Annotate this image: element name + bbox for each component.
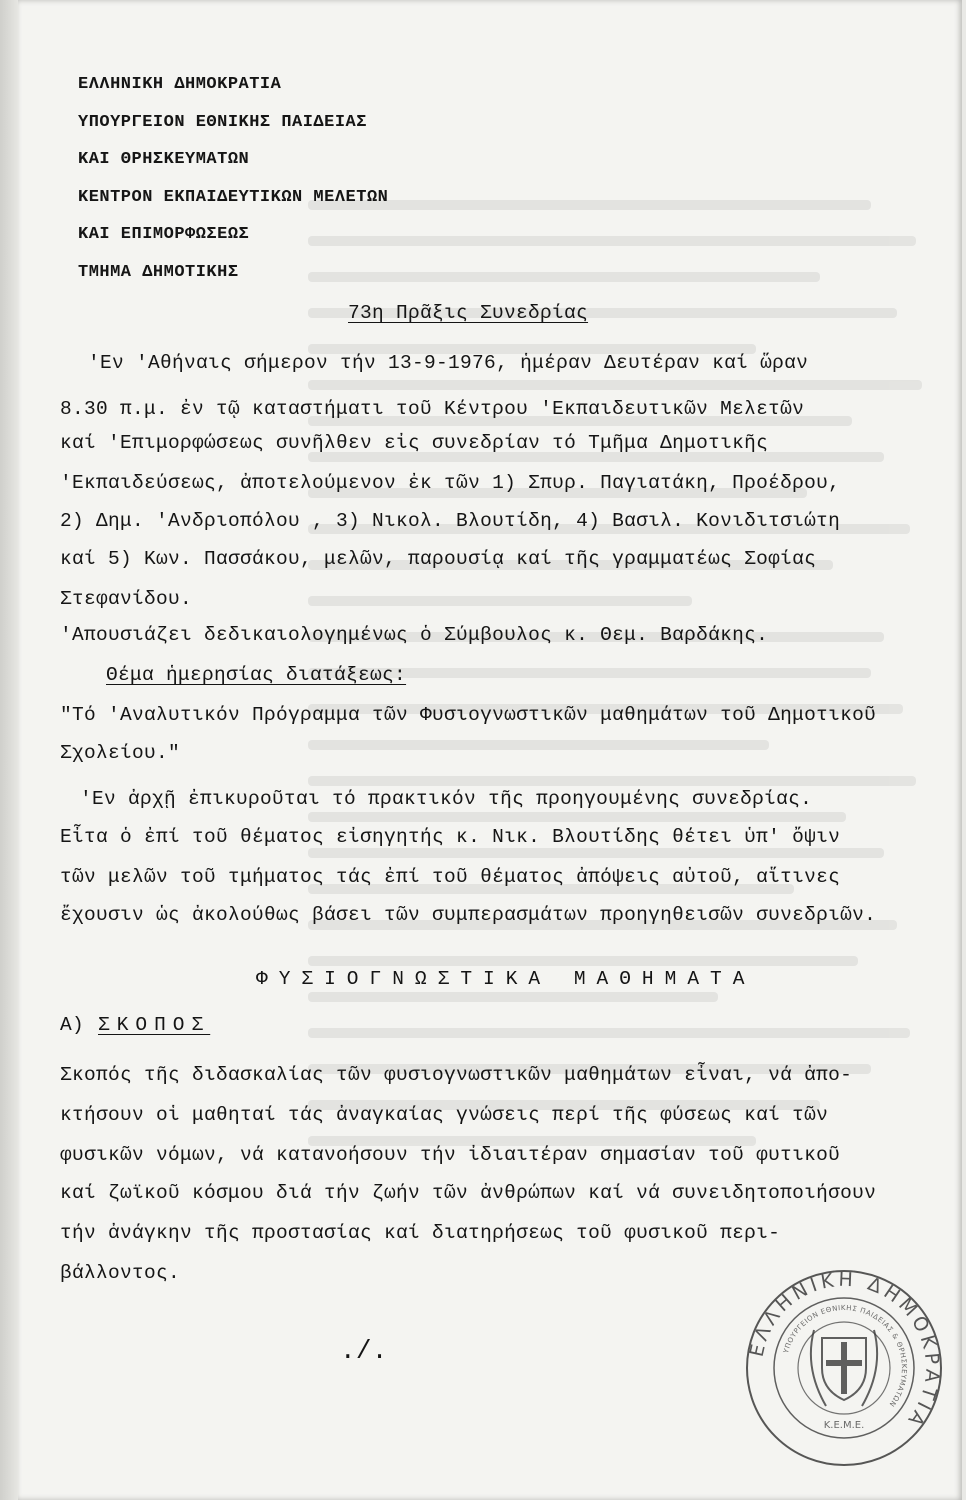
intro-line: καί 5) Κων. Πασσάκου, μελῶν, παρουσίᾳ καί τῆς γραμματέως Σοφίας [60,548,817,570]
discussion-line: 'Εν ἀρχῇ ἐπικυροῦται τό πρακτικόν τῆς προηγουμένης συνεδρίας. [80,788,813,810]
purpose-line: καί ζωϊκοῦ κόσμου διά τήν ζωήν τῶν ἀνθρώπων καί νά συνειδητοποιήσουν [60,1182,877,1204]
purpose-line: φυσικῶν νόμων, νά κατανοήσουν τήν ἰδιαιτέραν σημασίαν τοῦ φυτικοῦ [60,1144,841,1166]
section-a-heading: ΣΚΟΠΟΣ [98,1014,211,1036]
agenda-heading: Θέμα ἡμερησίας διατάξεως: [106,664,407,686]
purpose-line: κτήσουν οἱ μαθηταί τάς ἀναγκαίας γνώσεις περί τῆς φύσεως καί τῶν [60,1104,829,1126]
discussion-line: τῶν μελῶν τοῦ τμήματος τάς ἐπί τοῦ θέματος ἀπόψεις αὐτοῦ, αἵτινες [60,866,841,888]
intro-line: καί 'Επιμορφώσεως συνῆλθεν εἰς συνεδρίαν τό Τμῆμα Δημοτικῆς [60,432,769,454]
intro-line: 'Εκπαιδεύσεως, ἀποτελούμενον ἐκ τῶν 1) Σπυρ. Παγιατάκη, Προέδρου, [60,472,841,494]
greek-coat-of-arms-icon [811,1330,877,1406]
intro-line: 8.30 π.μ. ἐν τῷ καταστήματι τοῦ Κέντρου 'Εκπαιδευτικῶν Μελετῶν [60,398,805,420]
letterhead-line: ΥΠΟΥΡΓΕΙΟΝ ΕΘΝΙΚΗΣ ΠΑΙΔΕΙΑΣ [78,112,367,132]
purpose-line: βάλλοντος. [60,1262,181,1284]
discussion-line: ἔχουσιν ὡς ἀκολούθως βάσει τῶν συμπερασμάτων προηγηθεισῶν συνεδριῶν. [60,904,877,926]
seal-bottom-text: Κ.Ε.Μ.Ε. [823,1420,865,1431]
letterhead-line: ΤΜΗΜΑ ΔΗΜΟΤΙΚΗΣ [78,262,239,282]
purpose-line: τήν ἀνάγκην τῆς προστασίας καί διατηρήσεως τοῦ φυσικοῦ περι- [60,1222,781,1244]
letterhead [78,66,388,291]
intro-line: Στεφανίδου. [60,588,193,610]
document-title: 73η Πρᾶξις Συνεδρίας [348,302,589,324]
purpose-line: Σκοπός τῆς διδασκαλίας τῶν φυσιογνωστικῶν μαθημάτων εἶναι, νά ἀπο- [60,1064,853,1086]
letterhead-line: ΚΑΙ ΕΠΙΜΟΡΦΩΣΕΩΣ [78,225,250,244]
agenda-line: "Τό 'Αναλυτικόν Πρόγραμμα τῶν Φυσιογνωστικῶν μαθημάτων τοῦ Δημοτικοῦ [60,704,877,726]
letterhead-line: ΚΕΝΤΡΟΝ ΕΚΠΑΙΔΕΥΤΙΚΩΝ ΜΕΛΕΤΩΝ [78,187,389,207]
letterhead-line: ΕΛΛΗΝΙΚΗ ΔΗΜΟΚΡΑΤΙΑ [78,75,282,94]
document-page [18,0,962,1500]
discussion-line: Εἶτα ὁ ἐπί τοῦ θέματος εἰσηγητής κ. Νικ. Βλουτίδης θέτει ὑπ' ὄψιν [60,826,841,848]
intro-line: 'Εν 'Αθήναις σήμερον τήν 13-9-1976, ἡμέραν Δευτέραν καί ὥραν [88,352,809,374]
section-title: ΦΥΣΙΟΓΝΩΣΤΙΚΑ ΜΑΘΗΜΑΤΑ [256,968,756,990]
intro-line: 2) Δημ. 'Ανδριοπόλου , 3) Νικολ. Βλουτίδη, 4) Βασιλ. Κονιδιτσιώτη [60,510,841,532]
seal-inner-text: ΥΠΟΥΡΓΕΙΟΝ ΕΘΝΙΚΗΣ ΠΑΙΔΕΙΑΣ & ΘΡΗΣΚΕΥΜΑΤΩΝ [782,1303,909,1409]
page-binding-edge [0,0,18,1500]
section-a-prefix: Α) [60,1014,85,1036]
letterhead-line: ΚΑΙ ΘΡΗΣΚΕΥΜΑΤΩΝ [78,150,250,169]
page-continuation-mark: ./. [340,1336,388,1366]
seal-outer-text: ΕΛΛΗΝΙΚΗ ΔΗΜΟΚΡΑΤΙΑ [745,1268,944,1433]
official-seal-stamp [744,1268,944,1468]
absence-line: 'Απουσιάζει δεδικαιολογημένως ὁ Σύμβουλος κ. Θεμ. Βαρδάκης. [60,624,769,646]
agenda-line: Σχολείου." [60,742,181,764]
